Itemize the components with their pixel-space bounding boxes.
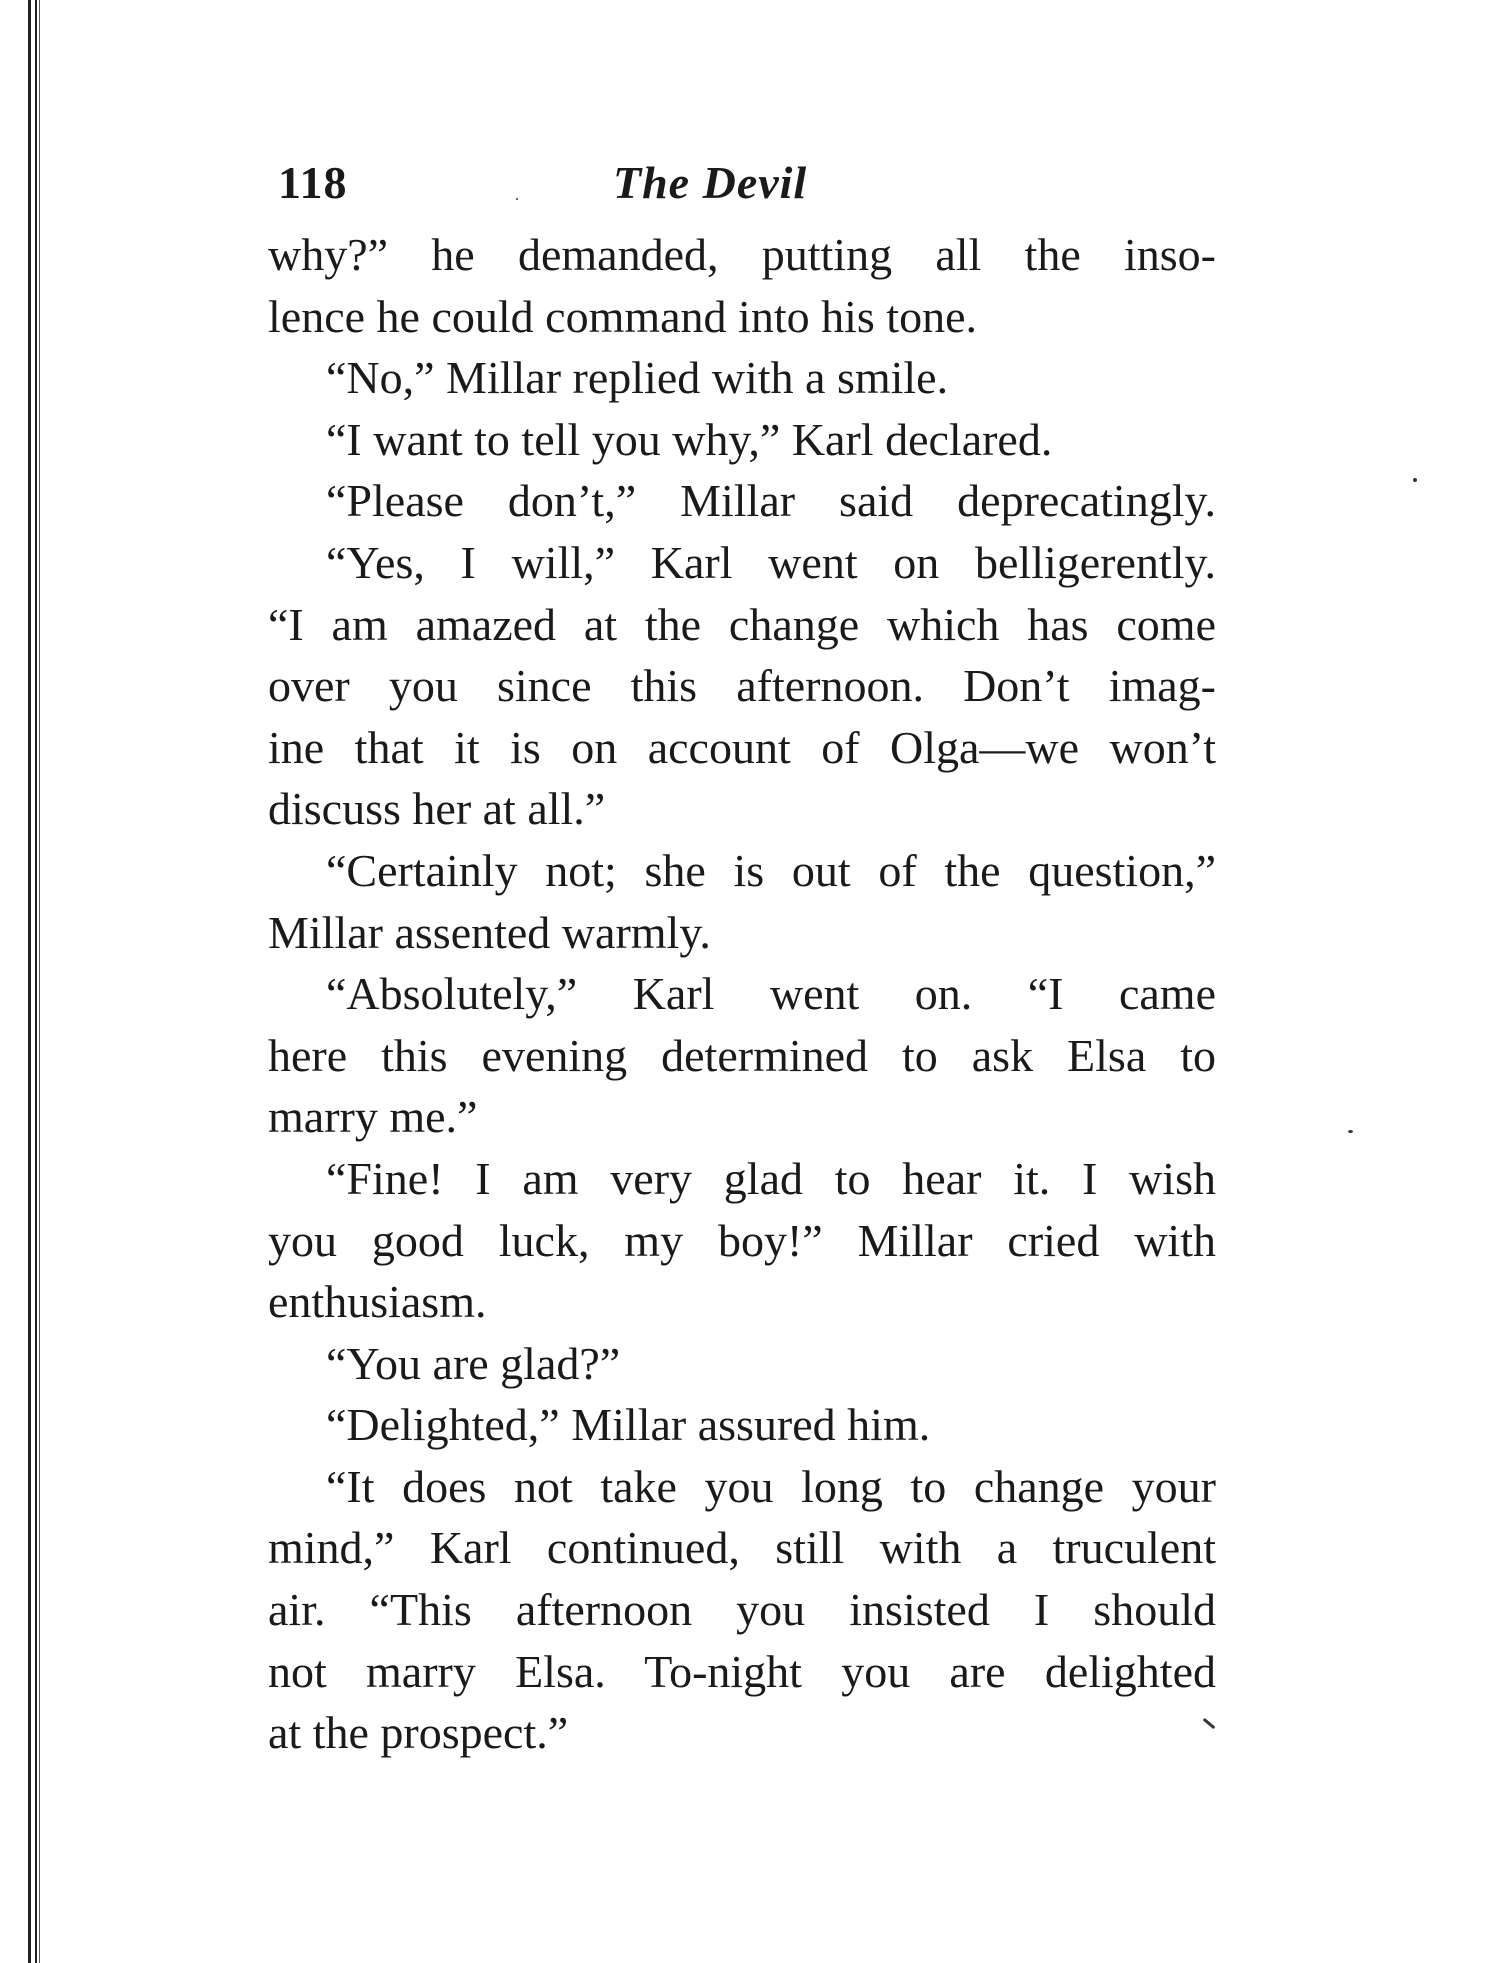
page-number: 118: [278, 157, 348, 208]
book-page: [268, 150, 1216, 1764]
text-line: at the prospect.”: [268, 1707, 569, 1759]
text-line: discuss her at all.”: [268, 783, 606, 835]
text-line: lence he could command into his tone.: [268, 290, 977, 342]
text-line: over you since this afternoon. Don’t imag-: [268, 660, 1216, 712]
binding-rule: [39, 0, 40, 1963]
text-line: “Yes, I will,” Karl went on belligerently.: [326, 536, 1216, 588]
text-line: “I am amazed at the change which has come: [268, 598, 1216, 650]
text-line: enthusiasm.: [268, 1276, 487, 1328]
text-line: “I want to tell you why,” Karl declared.: [326, 413, 1053, 465]
running-title: The Devil: [613, 157, 808, 208]
text-line: “No,” Millar replied with a smile.: [326, 352, 949, 404]
page-header: [268, 150, 1216, 214]
text-line: Millar assented warmly.: [268, 906, 711, 958]
text-line: “It does not take you long to change your: [326, 1460, 1216, 1512]
text-line: “Absolutely,” Karl went on. “I came: [326, 968, 1216, 1020]
text-line: “You are glad?”: [326, 1337, 621, 1389]
text-line: ine that it is on account of Olga—we won’t: [268, 721, 1216, 773]
text-line: here this evening determined to ask Elsa to: [268, 1029, 1216, 1081]
text-line: marry me.”: [268, 1091, 478, 1143]
binding-rule: [35, 0, 37, 1963]
text-line: “Please don’t,” Millar said deprecatingly.: [326, 475, 1216, 527]
text-line: air. “This afternoon you insisted I should: [268, 1584, 1216, 1636]
print-speck: [1348, 1130, 1353, 1133]
text-line: you good luck, my boy!” Millar cried with: [268, 1214, 1216, 1266]
text-line: why?” he demanded, putting all the inso-: [268, 229, 1216, 280]
book-binding-edge: [28, 0, 42, 1963]
body-text: [268, 224, 1216, 1764]
text-line: “Fine! I am very glad to hear it. I wish: [326, 1152, 1216, 1204]
print-speck: [1413, 478, 1417, 482]
text-line: mind,” Karl continued, still with a truculent: [268, 1522, 1216, 1574]
text-line: “Delighted,” Millar assured him.: [326, 1399, 931, 1451]
print-speck: [516, 198, 518, 200]
binding-rule: [28, 0, 31, 1963]
text-line: not marry Elsa. To-night you are delighted: [268, 1645, 1216, 1697]
text-line: “Certainly not; she is out of the question,”: [326, 844, 1216, 896]
